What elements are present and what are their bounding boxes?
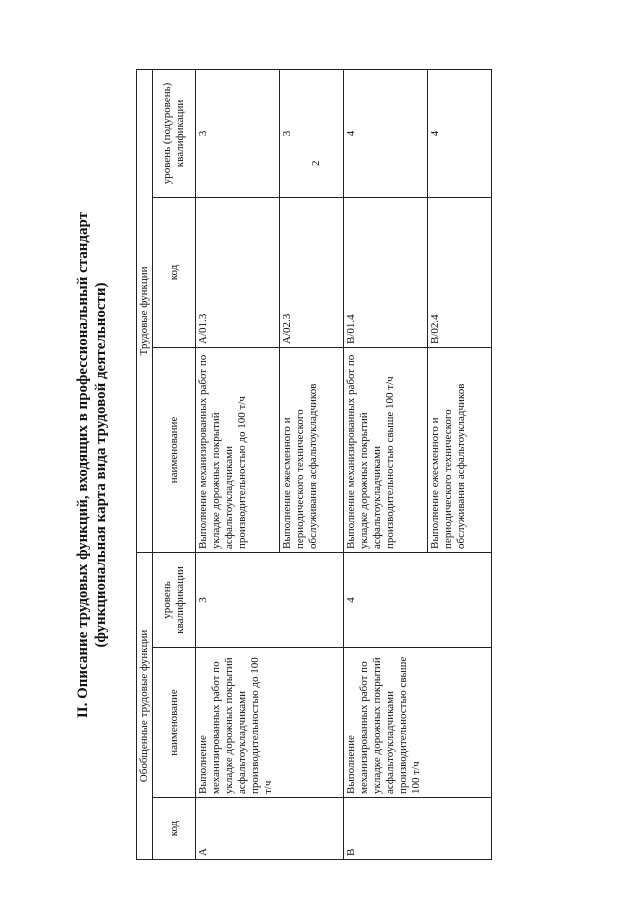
page-number: 2 — [310, 160, 322, 166]
tf-level: 4 — [343, 69, 427, 197]
header-tf-level: уровень (подуровень) квалификации — [153, 69, 196, 197]
header-tf-name: наименование — [153, 347, 196, 552]
tf-code: A/02.3 — [279, 197, 343, 347]
table-row — [196, 69, 280, 859]
tf-name: Выполнение механизированных работ по укладке дорожных покрытий асфальтоукладчиками производительностью до 100 т/ч — [196, 347, 280, 552]
gf-name: Выполнение механизированных работ по укладке дорожных покрытий асфальтоукладчиками производительностью до 100 т/ч — [196, 648, 344, 798]
header-labor-functions: Трудовые функции — [137, 69, 153, 552]
heading-line-2: (функциональная карта вида трудовой деятельности) — [93, 282, 109, 648]
table-row — [343, 69, 427, 859]
tf-name: Выполнение механизированных работ по укладке дорожных покрытий асфальтоукладчиками производительностью свыше 100 т/ч — [343, 347, 427, 552]
gf-level: 3 — [196, 552, 344, 647]
tf-code: A/01.3 — [196, 197, 280, 347]
header-code: код — [153, 798, 196, 860]
tf-name: Выполнение ежесменного и периодического технического обслуживания асфальтоукладчиков — [279, 347, 343, 552]
tf-level: 4 — [427, 69, 491, 197]
header-name: наименование — [153, 648, 196, 798]
header-level: уровень квалификации — [153, 552, 196, 647]
gf-code: A — [196, 798, 344, 860]
header-generalized-functions: Обобщенные трудовые функции — [137, 552, 153, 859]
header-tf-code: код — [153, 197, 196, 347]
gf-name: Выполнение механизированных работ по укладке дорожных покрытий асфальтоукладчиками производительностью свыше 100 т/ч — [343, 648, 491, 798]
tf-name: Выполнение ежесменного и периодического технического обслуживания асфальтоукладчиков — [427, 347, 491, 552]
tf-code: B/01.4 — [343, 197, 427, 347]
gf-level: 4 — [343, 552, 491, 647]
gf-code: B — [343, 798, 491, 860]
heading-line-1: II. Описание трудовых функций, входящих в профессиональный стандарт — [75, 211, 91, 719]
tf-code: B/02.4 — [427, 197, 491, 347]
tf-level: 3 — [279, 69, 343, 197]
rotated-page-content — [70, 70, 510, 860]
tf-level: 3 — [196, 69, 280, 197]
section-heading — [70, 70, 110, 860]
functional-map-table — [136, 69, 492, 860]
